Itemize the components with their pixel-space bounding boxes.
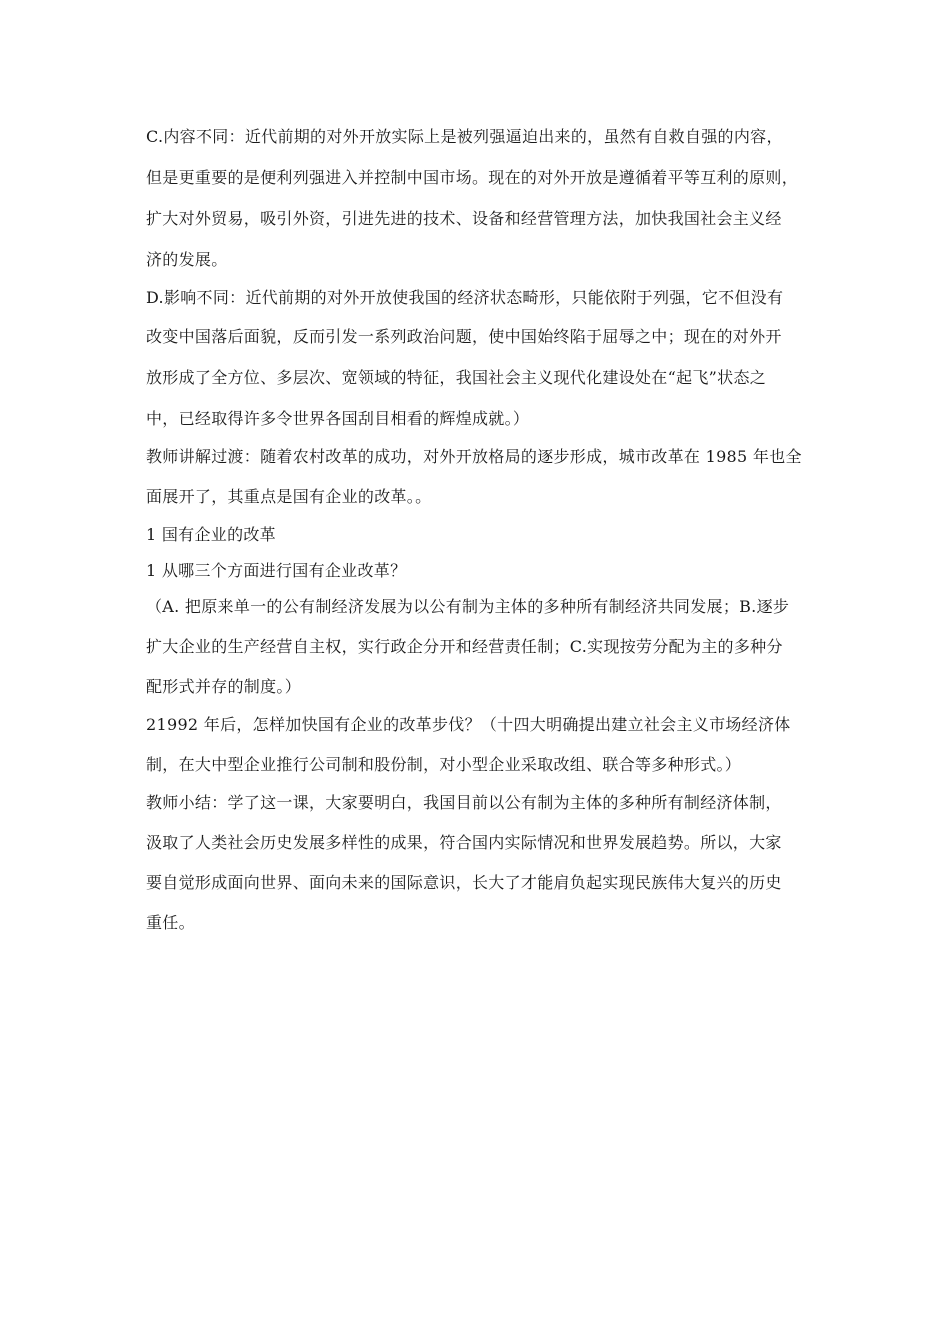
text-line: 中，已经取得许多令世界各国刮目相看的辉煌成就。） <box>146 409 530 428</box>
text-line: 扩大对外贸易，吸引外资，引进先进的技术、设备和经营管理方法，加快我国社会主义经 <box>146 209 782 228</box>
text-line: 但是更重要的是便利列强进入并控制中国市场。现在的对外开放是遵循着平等互利的原则， <box>146 168 799 187</box>
text-line: 汲取了人类社会历史发展多样性的成果，符合国内实际情况和世界发展趋势。所以，大家 <box>146 833 782 852</box>
text-line: 教师讲解过渡：随着农村改革的成功，对外开放格局的逐步形成，城市改革在 1985 年也全 <box>146 447 802 466</box>
text-line: 教师小结：学了这一课，大家要明白，我国目前以公有制为主体的多种所有制经济体制， <box>146 793 782 812</box>
question-line: 1 从哪三个方面进行国有企业改革？ <box>146 561 407 580</box>
section-heading: 1 国有企业的改革 <box>146 525 276 544</box>
text-line: C.内容不同：近代前期的对外开放实际上是被列强逼迫出来的，虽然有自救自强的内容， <box>146 127 783 146</box>
text-line: 面展开了，其重点是国有企业的改革。。 <box>146 487 432 506</box>
text-line: 制，在大中型企业推行公司制和股份制，对小型企业采取改组、联合等多种形式。） <box>146 755 742 774</box>
text-line: D.影响不同：近代前期的对外开放使我国的经济状态畸形，只能依附于列强，它不但没有 <box>146 288 784 307</box>
text-line: 要自觉形成面向世界、面向未来的国际意识，长大了才能肩负起实现民族伟大复兴的历史 <box>146 873 782 892</box>
text-line: 重任。 <box>146 913 195 932</box>
text-line: 配形式并存的制度。） <box>146 677 302 696</box>
text-line: 济的发展。 <box>146 250 228 269</box>
text-line: 改变中国落后面貌，反而引发一系列政治问题，使中国始终陷于屈辱之中；现在的对外开 <box>146 327 782 346</box>
question-line: 21992 年后，怎样加快国有企业的改革步伐？（十四大明确提出建立社会主义市场经济体 <box>146 715 791 734</box>
text-line: （A. 把原来单一的公有制经济发展为以公有制为主体的多种所有制经济共同发展；B.逐步 <box>146 597 790 616</box>
text-line: 扩大企业的生产经营自主权，实行政企分开和经营责任制；C.实现按劳分配为主的多种分 <box>146 637 783 656</box>
text-line: 放形成了全方位、多层次、宽领域的特征，我国社会主义现代化建设处在“起飞”状态之 <box>146 368 767 387</box>
